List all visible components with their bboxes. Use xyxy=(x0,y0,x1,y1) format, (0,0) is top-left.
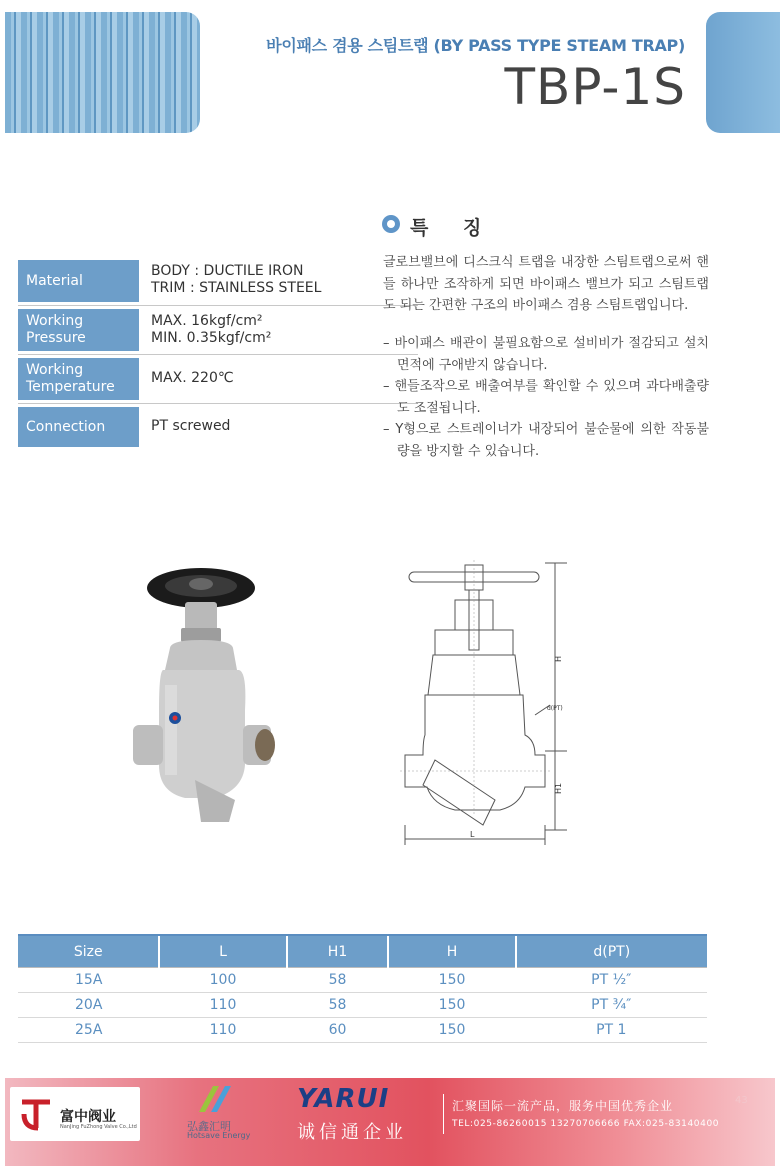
fuzhong-name: 富中阀业 xyxy=(60,1109,116,1125)
table-cell: 58 xyxy=(287,968,389,993)
yarui-logo: YARUI xyxy=(297,1084,390,1114)
dimensions-table xyxy=(18,936,707,1043)
spec-label: Connection xyxy=(18,407,139,447)
table-row xyxy=(18,993,707,1018)
table-cell: 100 xyxy=(159,968,286,993)
bullet-circle-icon xyxy=(382,215,400,233)
footer-divider xyxy=(443,1094,444,1134)
spec-label: Working Pressure xyxy=(18,309,139,351)
table-cell: 58 xyxy=(287,993,389,1018)
table-cell: 110 xyxy=(159,1018,286,1043)
col-header: L xyxy=(159,936,286,968)
table-cell: PT ¾″ xyxy=(516,993,707,1018)
spec-row-temperature xyxy=(18,358,418,400)
dim-l-label: L xyxy=(470,830,475,839)
table-cell: 150 xyxy=(388,993,515,1018)
spec-label: Material xyxy=(18,260,139,302)
dim-h-label: H xyxy=(554,655,563,662)
fuzhong-subtitle: NanJing FuZhong Valve Co.,Ltd xyxy=(60,1124,137,1130)
spec-label: Working Temperature xyxy=(18,358,139,400)
spec-value: PT screwed xyxy=(151,418,231,434)
feature-item: – 바이패스 배관이 불필요함으로 설비비가 절감되고 설치 면적에 구애받지 않습니다. xyxy=(383,336,709,373)
hotsave-name: 弘鑫汇明 xyxy=(187,1120,231,1133)
table-cell: 15A xyxy=(18,968,159,993)
col-header: d(PT) xyxy=(516,936,707,968)
table-cell: 20A xyxy=(18,993,159,1018)
dim-h1-label: H1 xyxy=(554,782,563,794)
table-cell: 150 xyxy=(388,1018,515,1043)
dim-d-label: d(PT) xyxy=(547,705,563,712)
spec-row-pressure xyxy=(18,309,418,351)
spec-row-connection xyxy=(18,407,418,447)
table-row xyxy=(18,1018,707,1043)
table-row xyxy=(18,968,707,993)
spec-row-material xyxy=(18,260,418,302)
table-cell: 25A xyxy=(18,1018,159,1043)
hotsave-logo-icon xyxy=(195,1082,235,1116)
table-cell: PT ½″ xyxy=(516,968,707,993)
spec-divider xyxy=(18,403,418,404)
spec-value: BODY : DUCTILE IRON TRIM : STAINLESS STEEL xyxy=(151,263,322,296)
table-cell: 150 xyxy=(388,968,515,993)
hotsave-subtitle: Hotsave Energy xyxy=(187,1131,251,1140)
feature-item: – Y형으로 스트레이너가 내장되어 불순물에 의한 작동불량을 방지할 수 있습니다. xyxy=(383,422,709,459)
table-cell: 60 xyxy=(287,1018,389,1043)
header-decor-right xyxy=(706,12,780,133)
product-subtitle: 바이패스 겸용 스팀트랩 (BY PASS TYPE STEAM TRAP) xyxy=(266,36,685,55)
fuzhong-logo-icon xyxy=(16,1094,56,1134)
spec-divider xyxy=(18,305,418,306)
spec-value: MAX. 16kgf/cm² MIN. 0.35kgf/cm² xyxy=(151,313,272,346)
table-cell: 110 xyxy=(159,993,286,1018)
col-header: H1 xyxy=(287,936,389,968)
col-header: Size xyxy=(18,936,159,968)
footer-slogan: 汇聚国际一流产品，服务中国优秀企业 xyxy=(452,1099,674,1113)
page-number: 43 xyxy=(735,1095,748,1106)
product-model: TBP-1S xyxy=(504,58,686,116)
technical-drawing xyxy=(395,555,580,845)
features-list xyxy=(383,333,709,462)
feature-item: – 핸들조작으로 배출여부를 확인할 수 있으며 과다배출량도 조절됩니다. xyxy=(383,379,709,416)
product-photo xyxy=(125,560,285,835)
table-header-row xyxy=(18,936,707,968)
spec-divider xyxy=(18,354,418,355)
spec-value: MAX. 220℃ xyxy=(151,370,234,386)
features-intro: 글로브밸브에 디스크식 트랩을 내장한 스팀트랩으로써 핸들 하나만 조작하게 되면 바이패스 밸브가 되고 스팀트랩도 되는 간편한 구조의 바이패스 겸용 스팀트랩입니다. xyxy=(383,255,709,313)
table-cell: PT 1 xyxy=(516,1018,707,1043)
header-decor-left xyxy=(5,12,200,133)
col-header: H xyxy=(388,936,515,968)
chengxintong-label: 诚信通企业 xyxy=(297,1122,407,1143)
footer-contact: TEL:025-86260015 13270706666 FAX:025-83140400 xyxy=(452,1119,720,1129)
features-title: 특 징 xyxy=(410,217,496,239)
